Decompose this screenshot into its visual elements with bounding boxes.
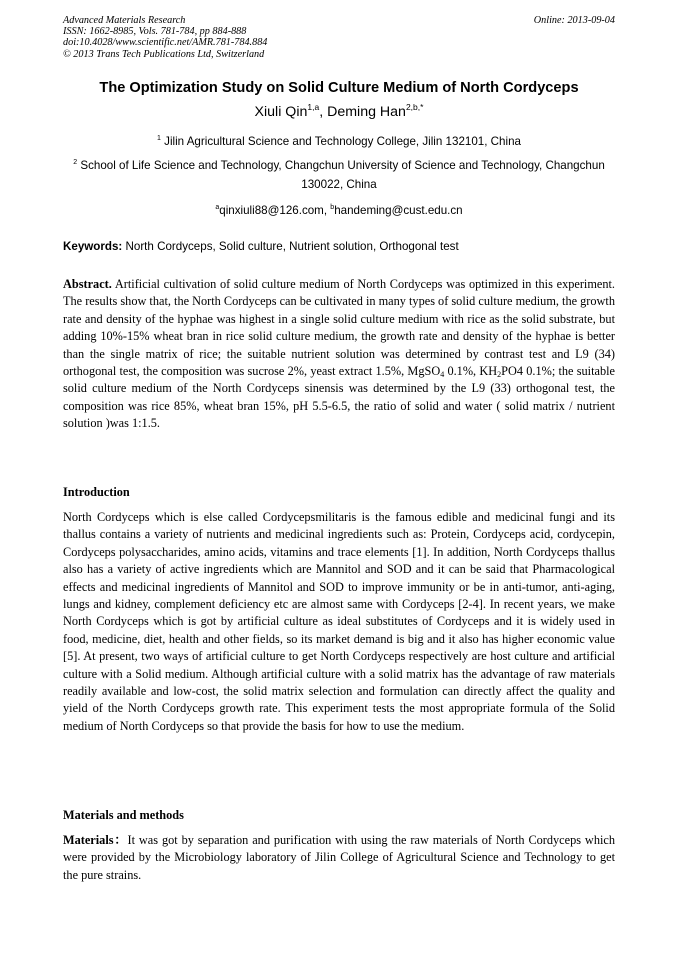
abstract-text-part-3: PO4 0.1%; the suitable solid culture medium of the North Cordyceps sinensis was determined by the L9 (33) orthogonal test, the composition was rice 85%, wheat bran 15%, pH 5.5-6.5, the ratio of solid and water ( solid matrix / nutrient solution )was 1:1.5. [63, 364, 615, 431]
email-b-mark: b [330, 204, 335, 211]
abstract [63, 276, 615, 433]
journal-name: Advanced Materials Research [63, 15, 186, 26]
affiliation-2-text: School of Life Science and Technology, Changchun University of Science and Technology, Changchun 130022, China [77, 159, 605, 191]
author-separator: , [319, 104, 328, 120]
affiliation-1-text: Jilin Agricultural Science and Technology College, Jilin 132101, China [160, 135, 521, 148]
email-a-mark: a [215, 204, 220, 211]
abstract-subscript-2: 2 [497, 370, 502, 380]
introduction-heading: Introduction [63, 485, 130, 499]
issn-line: ISSN: 1662-8985, Vols. 781-784, pp 884-888 [63, 26, 247, 38]
copyright-line: © 2013 Trans Tech Publications Ltd, Switzerland [63, 48, 265, 60]
author-emails [60, 201, 618, 220]
affiliation-2 [60, 156, 618, 194]
keywords [63, 240, 615, 253]
email-b: handeming@cust.edu.cn [334, 204, 463, 217]
abstract-text-part-2: 0.1%, KH [444, 364, 498, 379]
journal-header [63, 15, 615, 60]
affiliation-1-mark: 1 [157, 135, 161, 142]
materials-methods-heading: Materials and methods [63, 808, 184, 822]
materials-label: Materials [63, 833, 114, 847]
author-1-affiliation-mark: 1,a [307, 102, 320, 112]
abstract-subscript-1: 4 [440, 370, 445, 380]
author-list [40, 104, 638, 120]
author-2-affiliation-mark: 2,b,* [405, 102, 424, 112]
online-date: Online: 2013-09-04 [533, 15, 615, 26]
paper-title: The Optimization Study on Solid Culture Medium of North Cordyceps [99, 80, 579, 96]
affiliation-1 [60, 132, 618, 151]
introduction-text: North Cordyceps which is else called Cordycepsmilitaris is the famous edible and medicinal fungi and its thallus contains a variety of nutrients and medicinal ingredients such as: Protein, Cordyceps acid, cordycepin, Cordyceps polysaccharides, amino acids, vitamins and trace elements [1]. In addition, North Cordyceps thallus also has a variety of active ingredients which are Mannitol and SOD and it can be said that Pharmacological effects and medicinal ingredients of Mannitol and SOD to improve immunity or be in anti-tumor, anti-aging, lungs and kidney, complement deficiency etc are almost same with Cordyceps [2-4]. In recent years, we make North Cordyceps which is got by artificial culture as ideal substitutes of Cordyceps and it is widely used in food, medicine, diet, health and other fields, so its market demand is big and it also has higher economic value [5]. At present, two ways of artificial culture to get North Cordyceps respectively are host culture and artificial culture with a Solid medium. Although artificial culture with a solid matrix has the advantage of raw materials readily available and low-cost, the solid matrix selection and formulation can directly affect the quality and yield of the North Cordyceps growth rate. This experiment tests the most appropriate formula of the Solid medium of North Cordyceps so that provide the basis for how to use the medium. [63, 510, 615, 733]
author-2: Deming Han [327, 104, 406, 120]
materials-paragraph [63, 832, 615, 884]
doi-line: doi:10.4028/www.scientific.net/AMR.781-784.884 [63, 37, 268, 49]
keywords-label: Keywords: [63, 240, 123, 253]
email-a: qinxiuli88@126.com, [219, 204, 331, 217]
author-1: Xiuli Qin [254, 104, 308, 120]
abstract-label: Abstract. [63, 277, 112, 291]
keywords-text: North Cordyceps, Solid culture, Nutrient solution, Orthogonal test [122, 240, 459, 253]
materials-colon: ： [113, 833, 128, 847]
affiliation-2-mark: 2 [73, 159, 78, 166]
materials-text: It was got by separation and purification with using the raw materials of North Cordyceps which were provided by the Microbiology laboratory of Jilin College of Agricultural Science and Technology to get the pure strains. [63, 833, 615, 882]
abstract-text-part-1: Artificial cultivation of solid culture medium of North Cordyceps was optimized in this experiment. The results show that, the North Cordyceps can be cultivated in many types of solid culture medium, the growth rate and density of the hyphae was highest in a single solid culture medium with rice as the solid substrate, but adding 10%-15% wheat bran in rice solid culture medium, the growth rate and density of the hyphae is better than the single matrix of rice; the suitable nutrient solution was determined by contrast test and L9 (34) orthogonal test, the composition was sucrose 2%, yeast extract 1.5%, MgSO [63, 277, 615, 379]
